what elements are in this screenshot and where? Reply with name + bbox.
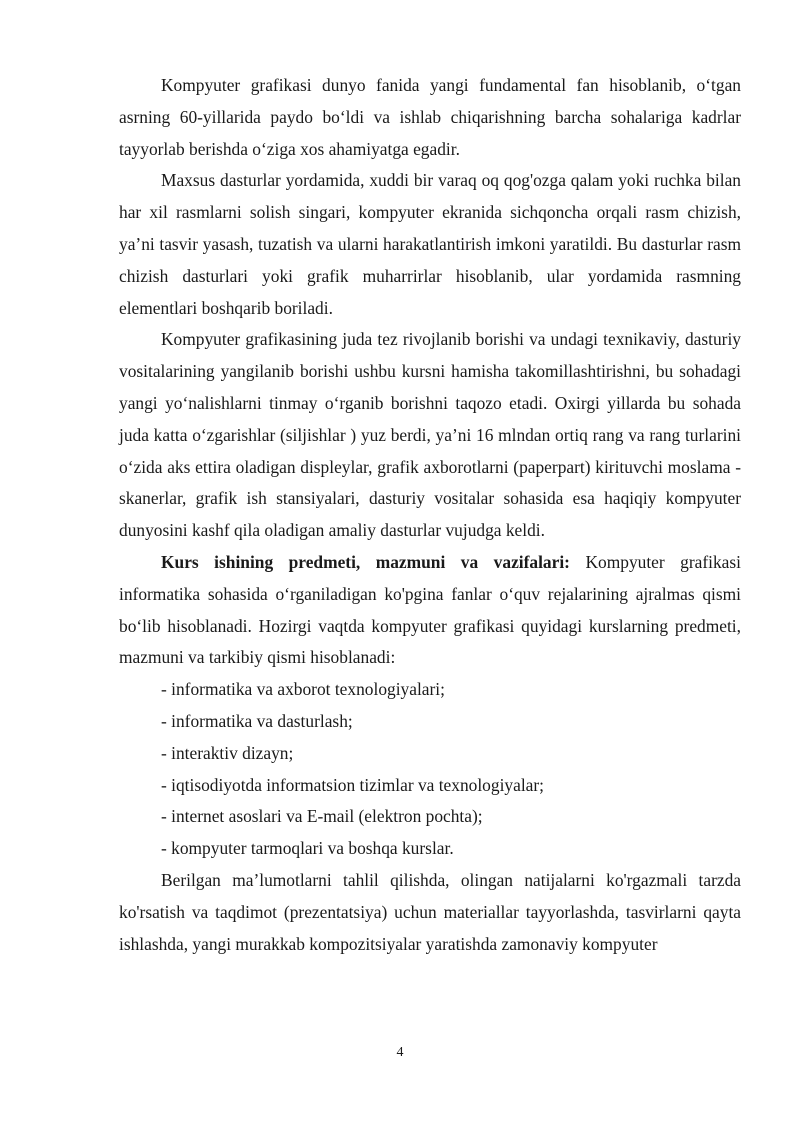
page-number: 4 [396,1045,404,1060]
course-section-paragraph [119,547,741,674]
list-item: - iqtisodiyotda informatsion tizimlar va texnologiyalar; [161,774,544,795]
body-text [119,70,741,960]
list-item: - internet asoslari va E-mail (elektron pochta); [161,806,483,827]
paragraph: Berilgan ma’lumotlarni tahlil qilishda, olingan natijalarni ko'rgazmali tarzda ko'rsatish va taqdimot (prezentatsiya) uchun materiallar tayyorlashda, tasvirlarni qayta ishlashda, yangi murakkab kompozitsiyalar yaratishda zamonaviy kompyuter [119,869,741,954]
paragraph: Maxsus dasturlar yordamida, xuddi bir varaq oq qog'ozga qalam yoki ruchka bilan har xil rasmlarni solish singari, kompyuter ekranida sichqoncha orqali rasm chizish, ya’ni tasvir yasash, tuzatish va ularni harakatlantirish imkoni yaratildi. Bu dasturlar rasm chizish dasturlari yoki grafik muharrirlar hisoblanib, ular yordamida rasmning elementlari boshqarib boriladi. [119,170,741,318]
list-item: - informatika va axborot texnologiyalari; [161,679,445,700]
list-item: - kompyuter tarmoqlari va boshqa kurslar. [161,838,454,859]
section-heading: Kurs ishining predmeti, mazmuni va vazifalari: [161,551,570,572]
paragraph: Kompyuter grafikasining juda tez rivojlanib borishi va undagi texnikaviy, dasturiy vositalarining yangilanib borishi ushbu kursni hamisha takomillashtirishni, bu sohadagi yangi yo‘nalishlarni tinmay o‘rganib borishni taqozo etadi. Oxirgi yillarda bu sohada juda katta o‘zgarishlar (siljishlar ) yuz berdi, ya’ni 16 mlndan ortiq rang va rang turlarini o‘zida aks ettira oladigan displeylar, grafik axborotlarni (paperpart) kirituvchi moslama - skanerlar, grafik ish stansiyalari, dasturiy vositalar sohasida esa haqiqiy kompyuter dunyosini kashf qila oladigan amaliy dasturlar vujudga keldi. [119,329,741,541]
section-text: Kompyuter grafikasi informatika sohasida o‘rganiladigan ko'pgina fanlar o‘quv rejalarining ajralmas qismi bo‘lib hisoblanadi. Hozirgi vaqtda kompyuter grafikasi quyidagi kurslarning predmeti, mazmuni va tarkibiy qismi hisoblanadi: [119,551,742,668]
list-item: - informatika va dasturlash; [161,710,353,731]
list-item: - interaktiv dizayn; [161,742,294,763]
paragraph: Kompyuter grafikasi dunyo fanida yangi fundamental fan hisoblanib, o‘tgan asrning 60-yillarida paydo bo‘ldi va ishlab chiqarishning barcha sohalariga kadrlar tayyorlab berishda o‘ziga xos ahamiyatga egadir. [119,75,741,159]
